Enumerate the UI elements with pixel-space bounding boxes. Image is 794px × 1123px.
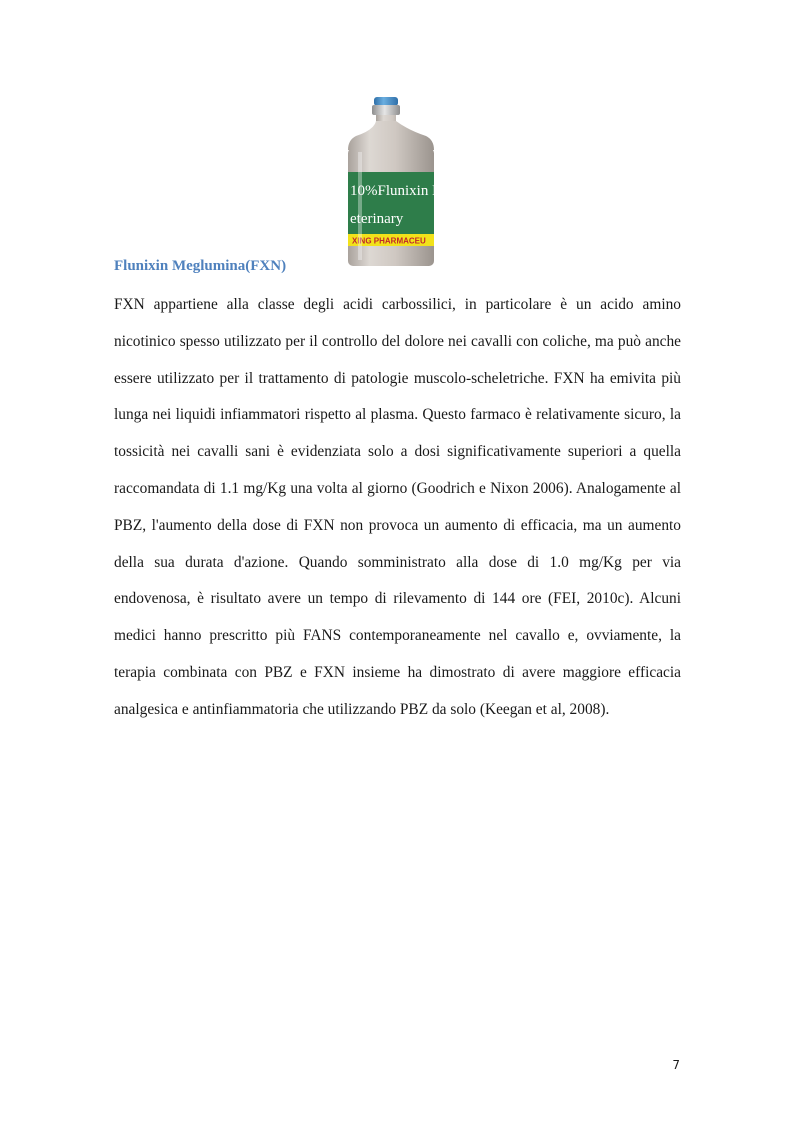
flunixin-vial-image xyxy=(336,94,460,270)
vial-illustration xyxy=(336,94,460,270)
section-heading: Flunixin Meglumina(FXN) xyxy=(114,258,287,274)
vial-label-band-text: XING PHARMACEU xyxy=(352,236,426,246)
vial-collar xyxy=(372,105,400,115)
body-paragraph: FXN appartiene alla classe degli acidi carbossilici, in particolare è un acido amino nicotinico spesso utilizzato per il controllo del dolore nei cavalli con coliche, ma può anche essere utilizzato per il trattamento di patologie muscolo-scheletriche. FXN ha emivita più lunga nei liquidi infiammatori rispetto al plasma. Questo farmaco è relativamente sicuro, la tossicità nei cavalli sani è evidenziata solo a dosi significativamente superiori a quella raccomandata di 1.1 mg/Kg una volta al giorno (Goodrich e Nixon 2006). Analogamente al PBZ, l'aumento della dose di FXN non provoca un aumento di efficacia, ma un aumento della sua durata d'azione. Quando somministrato alla dose di 1.0 mg/Kg per via endovenosa, è risultato avere un tempo di rilevamento di 144 ore (FEI, 2010c). Alcuni medici hanno prescritto più FANS contemporaneamente nel cavallo e, ovviamente, la terapia combinata con PBZ e FXN insieme ha dimostrato di avere maggiore efficacia analgesica e antinfiammatoria che utilizzando PBZ da solo (Keegan et al, 2008). xyxy=(114,296,681,718)
vial-cap xyxy=(374,97,398,106)
page-number: 7 xyxy=(672,1058,680,1072)
vial-label-text: 10%Flunixin Meg xyxy=(350,183,460,199)
vial-label-subtext: eterinary xyxy=(350,211,404,227)
